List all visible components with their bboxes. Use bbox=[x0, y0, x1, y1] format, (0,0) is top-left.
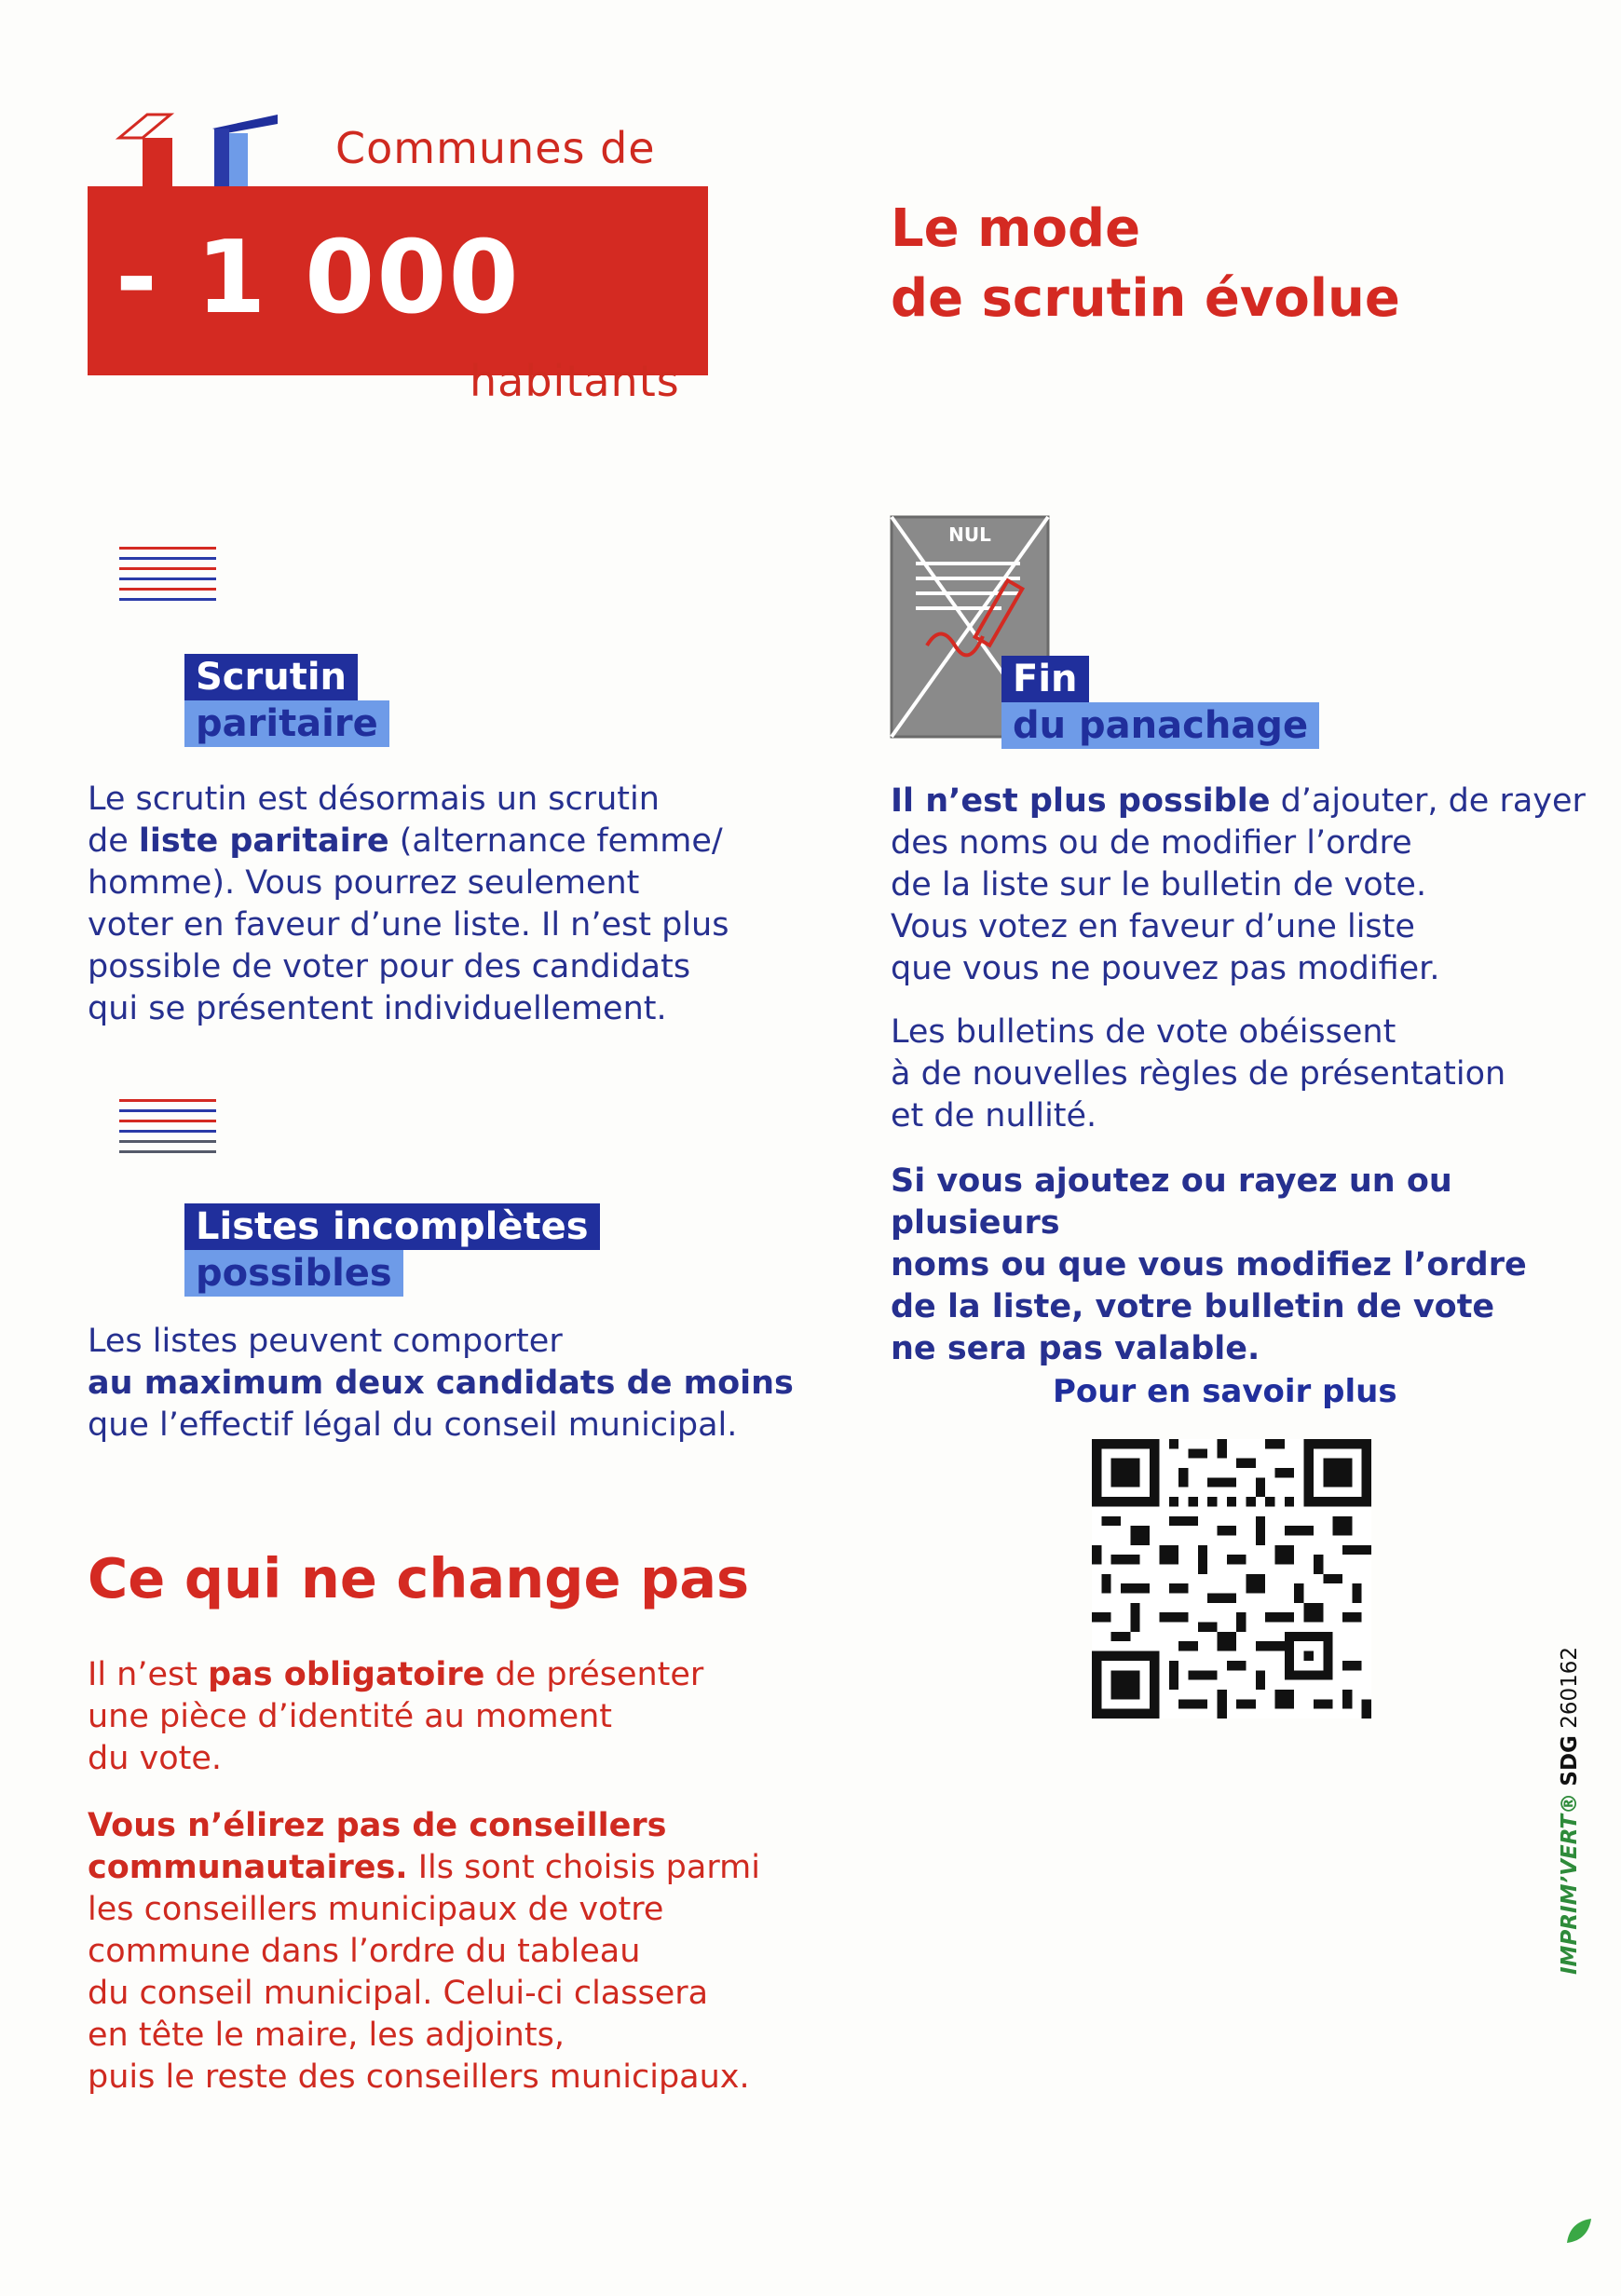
stripes-icon bbox=[119, 547, 216, 608]
heading-fin-line1: Fin bbox=[1001, 656, 1089, 702]
text-line: Vous votez en faveur d’une liste bbox=[891, 908, 1415, 945]
text-line: communautaires. Ils sont choisis parmi bbox=[88, 1849, 760, 1886]
text-line: au maximum deux candidats de moins bbox=[88, 1365, 794, 1402]
nul-label: NUL bbox=[948, 523, 991, 546]
incompletes-text bbox=[88, 1321, 814, 1447]
unchanged-text-b bbox=[88, 1805, 814, 2099]
text-line: que vous ne pouvez pas modifier. bbox=[891, 950, 1440, 987]
header-line-communes: Communes de bbox=[335, 123, 656, 173]
text-line: Le scrutin est désormais un scrutin bbox=[88, 781, 660, 818]
heading-listes-incompletes bbox=[184, 1203, 600, 1297]
text-line: commune dans l’ordre du tableau bbox=[88, 1933, 641, 1970]
text-line: du vote. bbox=[88, 1740, 223, 1777]
text-line: Si vous ajoutez ou rayez un ou plusieurs bbox=[891, 1162, 1452, 1242]
leaf-icon bbox=[1565, 2217, 1593, 2245]
print-code bbox=[1558, 1647, 1582, 1975]
text-line: de la liste, votre bulletin de vote bbox=[891, 1288, 1495, 1325]
paritaire-text bbox=[88, 779, 796, 1030]
panachage-text-1 bbox=[891, 781, 1599, 990]
text-line: puis le reste des conseillers municipaux. bbox=[88, 2058, 750, 2096]
heading-fin-panachage bbox=[1001, 656, 1319, 749]
text-line: Il n’est plus possible d’ajouter, de rayer bbox=[891, 782, 1586, 820]
text-line: en tête le maire, les adjoints, bbox=[88, 2017, 565, 2054]
heading-fin-line2: du panachage bbox=[1001, 702, 1319, 749]
header-line-habitants: habitants bbox=[470, 356, 680, 406]
page-title-line1: Le mode bbox=[891, 198, 1141, 259]
text-line: et de nullité. bbox=[891, 1097, 1097, 1134]
text-line: de la liste sur le bulletin de vote. bbox=[891, 866, 1427, 903]
heading-listes-line2: possibles bbox=[184, 1250, 403, 1297]
text-line: une pièce d’identité au moment bbox=[88, 1698, 613, 1735]
text-line: des noms ou de modifier l’ordre bbox=[891, 824, 1412, 862]
text-line: Vous n’élirez pas de conseillers bbox=[88, 1807, 667, 1844]
panachage-warning bbox=[891, 1161, 1608, 1370]
unchanged-title: Ce qui ne change pas bbox=[88, 1546, 750, 1610]
unchanged-text-a bbox=[88, 1654, 796, 1780]
text-line: Il n’est pas obligatoire de présenter bbox=[88, 1656, 704, 1693]
text-line: du conseil municipal. Celui-ci classera bbox=[88, 1975, 709, 2012]
print-code-number: 260162 bbox=[1558, 1646, 1582, 1729]
text-line: qui se présentent individuellement. bbox=[88, 990, 667, 1027]
text-line: que l’effectif légal du conseil municipal. bbox=[88, 1406, 738, 1444]
heading-scrutin-line1: Scrutin bbox=[184, 654, 358, 700]
text-line: voter en faveur d’une liste. Il n’est plus bbox=[88, 906, 729, 944]
text-line: possible de voter pour des candidats bbox=[88, 948, 691, 985]
text-line: homme). Vous pourrez seulement bbox=[88, 864, 640, 902]
text-line: ne sera pas valable. bbox=[891, 1330, 1260, 1367]
page-title-line2: de scrutin évolue bbox=[891, 268, 1400, 329]
heading-listes-line1: Listes incomplètes bbox=[184, 1203, 600, 1250]
text-line: Les listes peuvent comporter bbox=[88, 1323, 563, 1360]
panachage-text-2 bbox=[891, 1012, 1599, 1137]
more-info-label: Pour en savoir plus bbox=[1053, 1373, 1397, 1410]
imprim-vert-label: IMPRIM’VERT® bbox=[1558, 1792, 1582, 1975]
stripes-icon bbox=[119, 1099, 216, 1161]
text-line: de liste paritaire (alternance femme/ bbox=[88, 822, 723, 860]
heading-scrutin-line2: paritaire bbox=[184, 700, 389, 747]
text-line: Les bulletins de vote obéissent bbox=[891, 1013, 1396, 1051]
text-line: noms ou que vous modifiez l’ordre bbox=[891, 1246, 1527, 1284]
header-number: - 1 000 bbox=[116, 220, 521, 336]
page-title bbox=[891, 194, 1400, 333]
text-line: les conseillers municipaux de votre bbox=[88, 1891, 664, 1928]
heading-scrutin-paritaire bbox=[184, 654, 389, 747]
text-line: à de nouvelles règles de présentation bbox=[891, 1055, 1506, 1093]
qr-code[interactable] bbox=[1092, 1439, 1371, 1719]
sdg-label: SDG bbox=[1558, 1735, 1582, 1787]
